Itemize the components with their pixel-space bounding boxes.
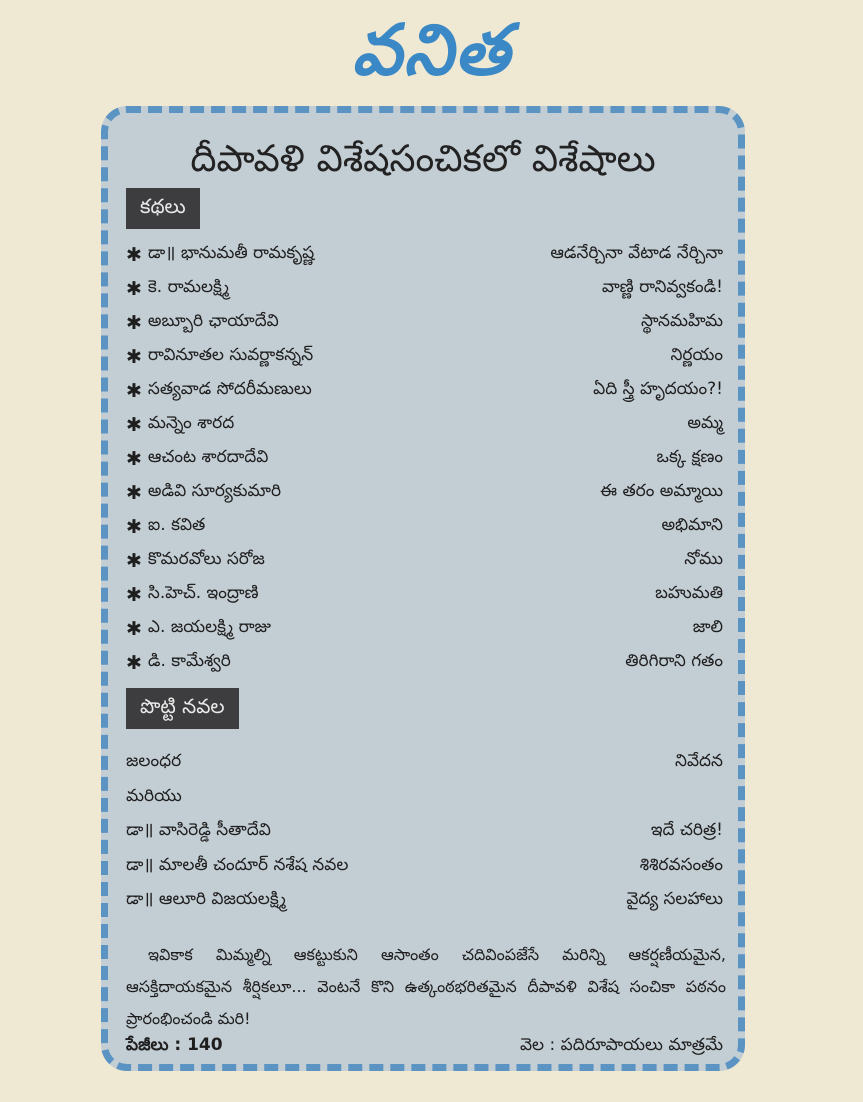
author-name: మరియు xyxy=(126,785,182,806)
list-item xyxy=(126,545,723,577)
asterisk-icon: ✱ xyxy=(126,448,142,470)
story-title: ఒక్క క్షణం xyxy=(656,447,723,467)
price: వెల : పదిరూపాయలు మాత్రమే xyxy=(519,1035,723,1055)
asterisk-icon: ✱ xyxy=(126,346,142,368)
section-label-novels: పొట్టి నవల xyxy=(126,688,239,729)
asterisk-icon: ✱ xyxy=(126,652,142,674)
list-item-left xyxy=(126,277,229,301)
author-name: జలంధర xyxy=(126,751,182,771)
list-item xyxy=(126,885,723,917)
story-title: ఇదే చరిత్ర! xyxy=(650,820,723,840)
story-title: నివేదన xyxy=(675,751,723,771)
author-name: అడివి సూర్యకుమారి xyxy=(147,481,282,501)
asterisk-icon: ✱ xyxy=(126,380,142,402)
contents-panel xyxy=(101,106,745,1071)
story-title: అభిమాని xyxy=(661,515,723,535)
story-title: ఈ తరం అమ్మాయి xyxy=(600,481,723,501)
list-item-left xyxy=(126,311,279,335)
asterisk-icon: ✱ xyxy=(126,414,142,436)
page-count: పేజీలు : 140 xyxy=(126,1035,223,1055)
author-name: డా॥ మాలతీ చందూర్ నశేష నవల xyxy=(126,854,349,875)
list-item xyxy=(126,443,723,475)
story-title: అమ్మ xyxy=(687,413,723,433)
author-name: మన్నెం శారద xyxy=(147,413,235,433)
list-item-left xyxy=(126,786,182,810)
list-item xyxy=(126,341,723,373)
footer xyxy=(126,1035,723,1059)
author-name: రావినూతల సువర్ణాకన్నన్ xyxy=(147,345,314,365)
panel-title: దీపావళి విశేషసంచికలో విశేషాలు xyxy=(190,137,656,180)
list-item-left xyxy=(126,889,286,913)
list-item-left xyxy=(126,345,313,369)
author-name: కె. రామలక్ష్మి xyxy=(147,277,230,297)
author-name: కొమరవోలు సరోజ xyxy=(147,549,265,569)
story-title: వాణ్ణి రానివ్వకండి! xyxy=(601,277,723,297)
author-name: ఐ. కవిత xyxy=(147,515,206,535)
list-item-left xyxy=(126,820,271,844)
story-title: నిర్ణయం xyxy=(670,345,723,365)
story-title: ఏది స్త్రీ హృదయం?! xyxy=(593,379,723,399)
list-item-left xyxy=(126,515,205,539)
asterisk-icon: ✱ xyxy=(126,312,142,334)
author-name: సత్యవాడ సోదరీమణులు xyxy=(147,379,312,399)
section-label-stories: కథలు xyxy=(126,188,200,229)
list-item xyxy=(126,375,723,407)
list-item-left xyxy=(126,379,312,403)
list-item xyxy=(126,747,723,779)
list-item xyxy=(126,239,723,271)
story-title: జాలి xyxy=(692,617,723,637)
author-name: డి. కామేశ్వరి xyxy=(147,651,231,671)
list-item-left xyxy=(126,617,271,641)
list-item-left xyxy=(126,243,314,267)
list-item-left xyxy=(126,447,268,471)
list-item xyxy=(126,273,723,305)
asterisk-icon: ✱ xyxy=(126,584,142,606)
list-item xyxy=(126,511,723,543)
list-item xyxy=(126,782,723,814)
story-title: శిశిరవసంతం xyxy=(639,854,723,875)
list-item-left xyxy=(126,651,231,675)
author-name: అబ్బూరి ఛాయాదేవి xyxy=(147,311,279,331)
author-name: ఆచంట శారదాదేవి xyxy=(147,447,269,467)
list-item-left xyxy=(126,413,234,437)
asterisk-icon: ✱ xyxy=(126,482,142,504)
asterisk-icon: ✱ xyxy=(126,550,142,572)
list-item xyxy=(126,579,723,611)
asterisk-icon: ✱ xyxy=(126,516,142,538)
asterisk-icon: ✱ xyxy=(126,244,142,266)
list-item xyxy=(126,477,723,509)
asterisk-icon: ✱ xyxy=(126,618,142,640)
list-item xyxy=(126,851,723,883)
story-title: నోము xyxy=(684,549,723,569)
list-item xyxy=(126,816,723,848)
list-item-left xyxy=(126,751,181,775)
list-item xyxy=(126,409,723,441)
story-title: వైద్య సలహాలు xyxy=(626,889,723,909)
promo-blurb: ఇవికాక మిమ్మల్ని ఆకట్టుకుని ఆసాంతం చదివింపజేసే మరిన్ని ఆకర్షణీయమైన, ఆసక్తిదాయకమైన శీర్షికలూ... వెంటనే కొని ఉత్కంఠభరితమైన దీపావళి విశేష సంచికా పఠనం ప్రారంభించండి మరి! xyxy=(126,945,726,1028)
list-item-left xyxy=(126,855,348,879)
story-title: స్థానమహిమ xyxy=(641,311,723,331)
story-title: ఆడనేర్చినా వేటాడ నేర్చినా xyxy=(550,243,723,263)
author-name: డా॥ భానుమతీ రామకృష్ణ xyxy=(147,243,315,263)
list-item xyxy=(126,647,723,679)
list-item-left xyxy=(126,481,281,505)
author-name: సి.హెచ్. ఇంద్రాణి xyxy=(147,583,259,603)
author-name: డా॥ ఆలూరి విజయలక్ష్మి xyxy=(126,889,286,909)
list-item xyxy=(126,307,723,339)
asterisk-icon: ✱ xyxy=(126,278,142,300)
list-item-left xyxy=(126,549,265,573)
story-title: బహుమతి xyxy=(655,583,723,603)
story-title: తిరిగిరాని గతం xyxy=(625,651,723,671)
author-name: డా॥ వాసిరెడ్డి సీతాదేవి xyxy=(126,820,271,840)
author-name: ఎ. జయలక్ష్మి రాజు xyxy=(147,617,271,637)
list-item xyxy=(126,613,723,645)
magazine-logo: వనిత xyxy=(351,8,512,91)
list-item-left xyxy=(126,583,259,607)
